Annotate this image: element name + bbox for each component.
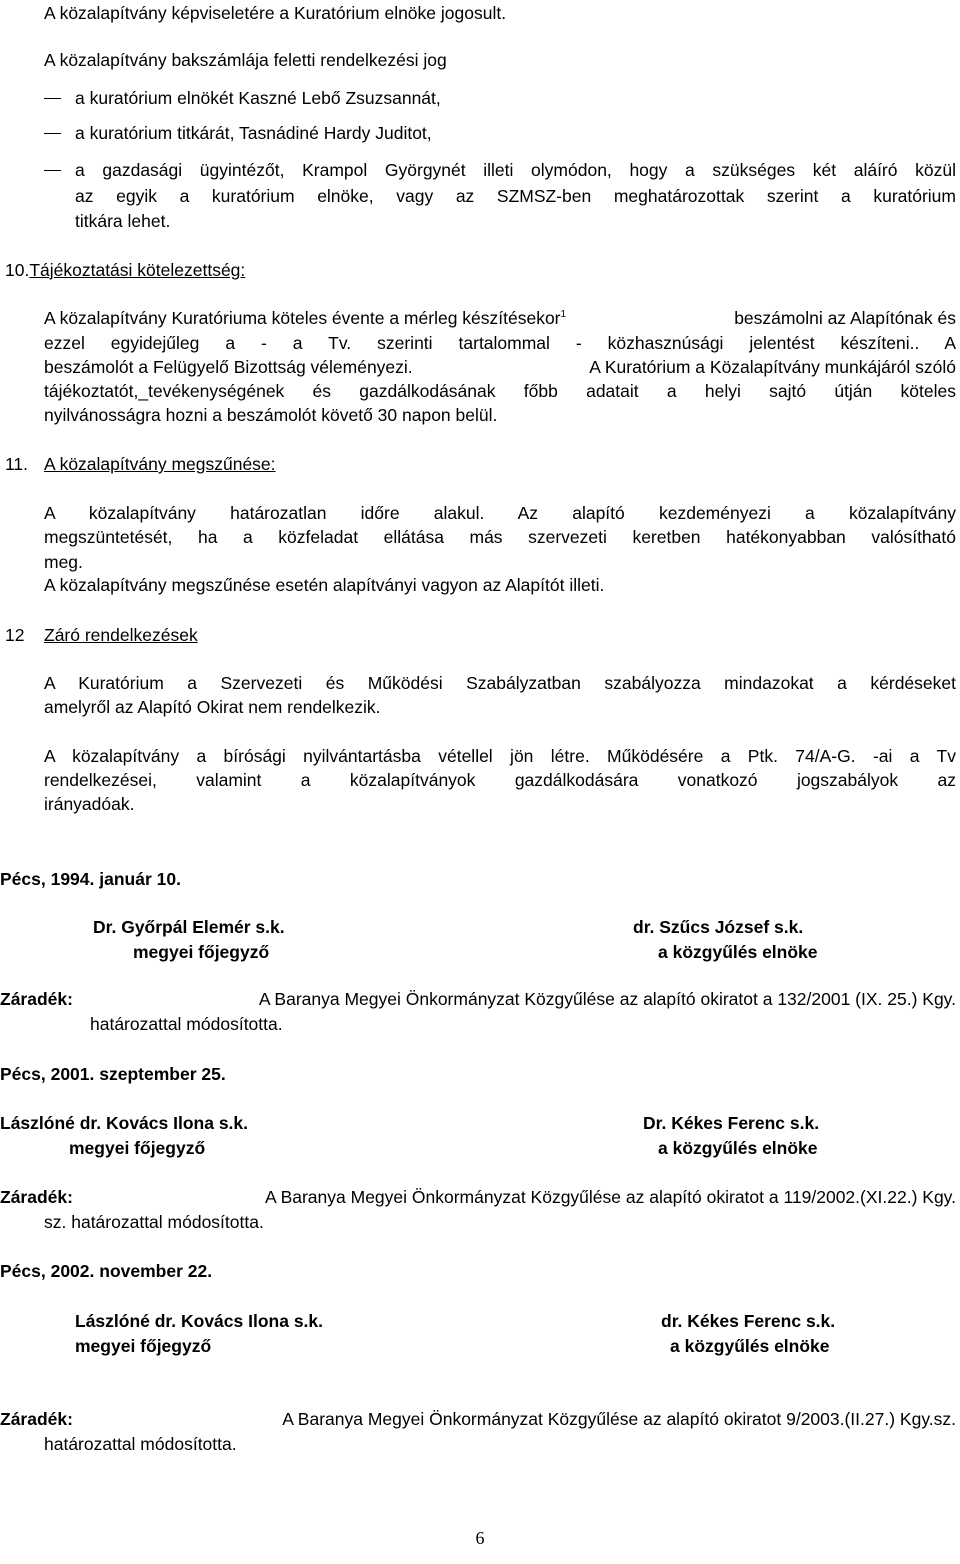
clause-line: határozattal módosította.	[90, 1014, 283, 1034]
section-10-line: tájékoztatót,_tevékenységének és gazdálkodásának főbb adatait a helyi sajtó útján köteles	[44, 381, 956, 401]
list-item: a kuratórium titkárát, Tasnádiné Hardy Juditot,	[75, 123, 432, 143]
signatory-name-left: Dr. Győrpál Elemér s.k.	[93, 917, 285, 937]
signature-date: Pécs, 1994. január 10.	[0, 869, 181, 889]
list-dash-2	[44, 133, 61, 134]
paragraph-representation: A közalapítvány képviseletére a Kuratórium elnöke jogosult.	[44, 3, 507, 23]
section-12-line: A közalapítvány a bírósági nyilvántartásba vétellel jön létre. Működésére a Ptk. 74/A-G. -ai a Tv	[44, 746, 956, 766]
section-number: 10.	[5, 260, 30, 280]
section-10-line: nyilvánosságra hozni a beszámolót követő 30 napon belül.	[44, 405, 498, 425]
list-dash-3	[44, 170, 61, 171]
signatory-name-right: Dr. Kékes Ferenc s.k.	[643, 1113, 820, 1133]
signatory-title-left: megyei főjegyző	[75, 1336, 212, 1356]
signatory-title-left: megyei főjegyző	[69, 1138, 206, 1158]
section-11-line: A közalapítvány határozatlan időre alakul. Az alapító kezdeményezi a közalapítvány	[44, 503, 956, 523]
clause-label: Záradék:	[0, 1187, 73, 1207]
signatory-name-left: Lászlóné dr. Kovács Ilona s.k.	[75, 1311, 324, 1331]
section-12-line: amelyről az Alapító Okirat nem rendelkezik.	[44, 697, 381, 717]
clause-line: Záradék: A Baranya Megyei Önkormányzat Közgyűlése az alapító okiratot a 132/2001 (IX. 25.) Kgy.	[0, 989, 956, 1009]
section-10-line: ezzel egyidejűleg a - a Tv. szerinti tartalommal - közhasznúsági jelentést készíteni.. A	[44, 333, 956, 353]
section-10-line: beszámolót a Felügyelő Bizottság véleményezi. A Kuratórium a Közalapítvány munkájáról szóló	[44, 357, 956, 377]
page-number: 6	[475, 1528, 485, 1548]
section-10-heading	[5, 258, 245, 282]
signatory-name-right: dr. Szűcs József s.k.	[633, 917, 804, 937]
signatory-title-right: a közgyűlés elnöke	[658, 1138, 818, 1158]
list-item: a kuratórium elnökét Kaszné Lebő Zsuzsannát,	[75, 88, 441, 108]
signatory-name-left: Lászlóné dr. Kovács Ilona s.k.	[0, 1113, 249, 1133]
clause-line: Záradék: A Baranya Megyei Önkormányzat Közgyűlése az alapító okiratot a 119/2002.(XI.22.) Kgy.	[0, 1187, 956, 1207]
clause-label: Záradék:	[0, 1409, 73, 1429]
section-number: 12	[5, 625, 25, 645]
list-item-line: az egyik a kuratórium elnöke, vagy az SZMSZ-ben meghatározottak szerint a kuratórium	[75, 186, 956, 206]
section-11-line: megszüntetését, ha a közfeladat ellátása más szervezeti keretben hatékonyabban valósítható	[44, 527, 956, 547]
section-12-line: irányadóak.	[44, 794, 135, 814]
clause-label: Záradék:	[0, 989, 73, 1009]
signatory-title-left: megyei főjegyző	[133, 942, 270, 962]
section-title: A közalapítvány megszűnése:	[44, 454, 276, 474]
section-title: Záró rendelkezések	[44, 625, 198, 645]
section-title: Tájékoztatási kötelezettség:	[29, 260, 246, 280]
signature-date: Pécs, 2001. szeptember 25.	[0, 1064, 226, 1084]
section-11-line: A közalapítvány megszűnése esetén alapítványi vagyon az Alapítót illeti.	[44, 575, 605, 595]
signatory-title-right: a közgyűlés elnöke	[658, 942, 818, 962]
list-item-line: a gazdasági ügyintézőt, Krampol Györgynét illeti olymódon, hogy a szükséges két aláíró közül	[75, 160, 956, 180]
clause-line: sz. határozattal módosította.	[44, 1212, 264, 1232]
section-number: 11.	[5, 454, 29, 474]
section-11-line: meg.	[44, 552, 83, 572]
list-dash-1	[44, 98, 61, 99]
section-10-line: A közalapítvány Kuratóriuma köteles évente a mérleg készítésekor$^1$ beszámolni az Alapítónak és	[44, 308, 956, 328]
signature-date: Pécs, 2002. november 22.	[0, 1261, 213, 1281]
section-12-heading	[5, 623, 198, 647]
list-item-line: titkára lehet.	[75, 211, 171, 231]
clause-line: Záradék: A Baranya Megyei Önkormányzat Közgyűlése az alapító okiratot 9/2003.(II.27.) Kgy.sz.	[0, 1409, 956, 1429]
section-12-line: rendelkezései, valamint a közalapítványok gazdálkodására vonatkozó jogszabályok az	[44, 770, 956, 790]
signatory-name-right: dr. Kékes Ferenc s.k.	[661, 1311, 836, 1331]
clause-line: határozattal módosította.	[44, 1434, 237, 1454]
section-11-heading	[5, 452, 276, 476]
section-12-line: A Kuratórium a Szervezeti és Működési Szabályzatban szabályozza mindazokat a kérdéseket	[44, 673, 956, 693]
signatory-title-right: a közgyűlés elnöke	[670, 1336, 830, 1356]
paragraph-bank-account: A közalapítvány bakszámlája feletti rendelkezési jog	[44, 50, 447, 70]
footnote-marker: 1	[560, 309, 567, 321]
